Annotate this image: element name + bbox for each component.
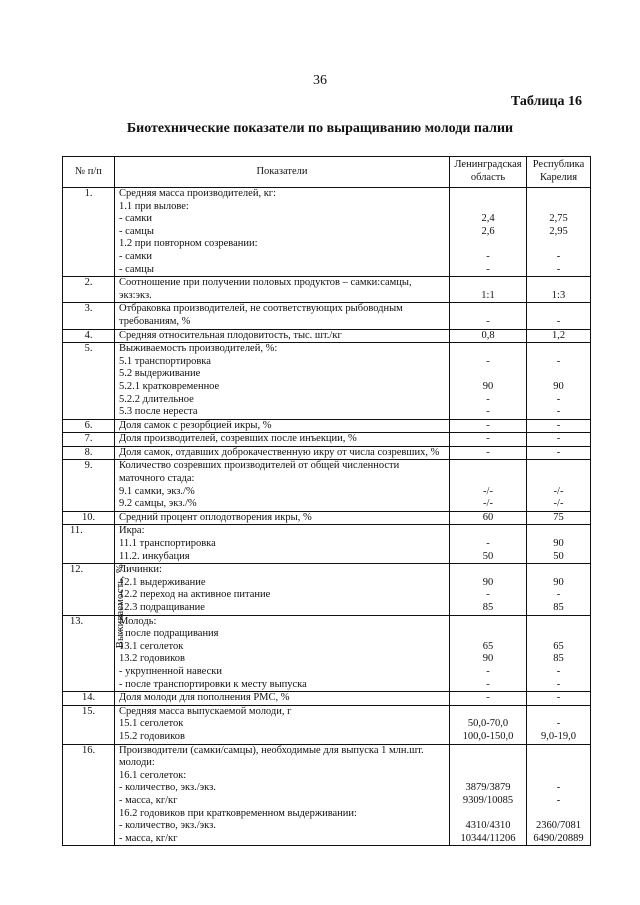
indicator-line: - самки bbox=[119, 213, 152, 225]
value-line bbox=[450, 757, 526, 770]
value-line: 50 bbox=[482, 550, 494, 562]
indicator-cell bbox=[115, 460, 450, 511]
table-caption: Биотехнические показатели по выращиванию молоди палии bbox=[126, 121, 514, 136]
indicator-line: - масса, кг/кг bbox=[119, 832, 178, 844]
value-karelia bbox=[527, 433, 591, 447]
indicator-line: 1.1 при вылове: bbox=[119, 200, 189, 212]
value-line: - bbox=[486, 446, 490, 458]
indicator-line: 5.2.1 кратковременное bbox=[119, 380, 220, 392]
indicator-line: Выживаемость производителей, %: bbox=[119, 343, 278, 355]
indicator-line: Средний процент оплодотворения икры, % bbox=[119, 511, 312, 523]
value-line: 6490/20889 bbox=[533, 832, 584, 844]
indicator-line: - укрупненной навески bbox=[119, 665, 222, 677]
value-line: - bbox=[486, 393, 490, 405]
table-row bbox=[63, 525, 591, 564]
table-row bbox=[63, 615, 591, 692]
value-line: - bbox=[486, 538, 490, 550]
indicator-cell bbox=[115, 692, 450, 706]
indicator-line: Производители (самки/самцы), необходимые для выпуска 1 млн.шт. bbox=[119, 744, 424, 756]
indicator-cell bbox=[115, 343, 450, 420]
value-line: 1:3 bbox=[551, 289, 566, 301]
value-karelia bbox=[527, 343, 591, 420]
indicator-cell bbox=[115, 303, 450, 329]
value-leningrad bbox=[450, 446, 527, 460]
indicator-line: Личинки: bbox=[119, 564, 162, 576]
indicator-line: 9.1 самки, экз./% bbox=[119, 485, 195, 497]
value-line bbox=[527, 201, 590, 214]
indicator-line: - самки bbox=[119, 250, 152, 262]
indicator-cell bbox=[115, 329, 450, 343]
value-line: - bbox=[556, 315, 561, 327]
indicator-line: - после транспортировки к месту выпуска bbox=[119, 678, 307, 690]
value-karelia bbox=[527, 692, 591, 706]
indicator-line: 15.1 сеголеток bbox=[119, 718, 184, 730]
indicator-cell bbox=[115, 511, 450, 525]
row-number: 15. bbox=[63, 705, 115, 744]
value-line: 90 bbox=[482, 380, 494, 392]
value-line bbox=[527, 757, 590, 770]
value-line: 85 bbox=[553, 653, 564, 665]
value-line bbox=[450, 238, 526, 251]
indicator-line: 15.2 годовиков bbox=[119, 730, 185, 742]
indicator-line: молоди: bbox=[119, 757, 155, 769]
indicator-line: Молодь: bbox=[119, 615, 157, 627]
value-line: - bbox=[486, 315, 490, 327]
value-karelia bbox=[527, 511, 591, 525]
value-karelia bbox=[527, 460, 591, 511]
row-number: 10. bbox=[63, 511, 115, 525]
value-line: 1,2 bbox=[551, 329, 566, 341]
value-line: - bbox=[486, 406, 490, 418]
value-line: 90 bbox=[482, 576, 494, 588]
value-line: 60 bbox=[482, 511, 494, 523]
value-leningrad bbox=[450, 277, 527, 303]
table-row bbox=[63, 277, 591, 303]
indicator-line: 16.1 сеголеток: bbox=[119, 769, 187, 781]
indicator-line: - самцы bbox=[119, 263, 154, 275]
value-line: 2,95 bbox=[549, 225, 568, 237]
value-leningrad bbox=[450, 615, 527, 692]
value-line bbox=[527, 564, 590, 577]
value-line: - bbox=[486, 433, 490, 445]
indicator-cell bbox=[115, 705, 450, 744]
value-line: - bbox=[556, 446, 561, 458]
value-line bbox=[527, 188, 590, 201]
indicator-cell bbox=[115, 433, 450, 447]
value-leningrad bbox=[450, 329, 527, 343]
indicator-line: Доля молоди для пополнения РМС, % bbox=[119, 692, 290, 704]
value-line bbox=[450, 473, 526, 486]
value-line: - bbox=[486, 678, 490, 690]
table-number: Таблица 16 bbox=[510, 94, 582, 109]
indicator-cell bbox=[115, 419, 450, 433]
indicator-line: требованиям, % bbox=[119, 315, 191, 327]
table-row bbox=[63, 188, 591, 277]
indicator-line: Доля самок с резорбцией икры, % bbox=[119, 419, 272, 431]
value-line: 2360/7081 bbox=[536, 820, 581, 832]
indicator-line: Икра: bbox=[119, 525, 145, 537]
value-line bbox=[527, 525, 590, 538]
value-line: - bbox=[486, 665, 490, 677]
indicator-cell bbox=[115, 615, 450, 692]
row-number: 6. bbox=[63, 419, 115, 433]
value-line: - bbox=[556, 665, 561, 677]
indicator-line: 13.1 сеголеток bbox=[119, 640, 184, 652]
value-line: 65 bbox=[553, 640, 564, 652]
value-leningrad bbox=[450, 705, 527, 744]
indicator-line: - количество, экз./экз. bbox=[119, 782, 216, 794]
table-row bbox=[63, 705, 591, 744]
value-line: 9309/10085 bbox=[462, 794, 514, 806]
value-leningrad bbox=[450, 564, 527, 615]
value-line: - bbox=[486, 250, 490, 262]
value-line: - bbox=[556, 794, 561, 806]
table-row bbox=[63, 511, 591, 525]
value-line: 1:1 bbox=[481, 289, 495, 301]
value-line: - bbox=[486, 589, 490, 601]
value-line: - bbox=[556, 419, 561, 431]
indicator-line: Доля производителей, созревших после инъекции, % bbox=[119, 433, 357, 445]
value-line: - bbox=[556, 678, 561, 690]
value-line: 3879/3879 bbox=[465, 782, 511, 794]
value-line: 90 bbox=[553, 538, 564, 550]
value-leningrad bbox=[450, 433, 527, 447]
value-line bbox=[527, 343, 590, 356]
value-line bbox=[527, 473, 590, 486]
value-line bbox=[450, 460, 526, 473]
indicator-cell bbox=[115, 744, 450, 846]
value-line bbox=[450, 277, 526, 290]
page-number: 36 bbox=[313, 73, 327, 88]
value-line: 0,8 bbox=[481, 329, 495, 341]
indicator-line: Соотношение при получении половых продуктов – самки:самцы, bbox=[119, 277, 412, 289]
row-number: 1. bbox=[63, 188, 115, 277]
indicator-line: 11.2. инкубация bbox=[119, 550, 190, 562]
value-line bbox=[450, 201, 526, 214]
value-line bbox=[450, 745, 526, 758]
table-header-row bbox=[63, 157, 591, 188]
indicator-line: 12.3 подращивание bbox=[119, 602, 205, 613]
indicator-line: маточного стада: bbox=[119, 473, 195, 485]
row-number: 4. bbox=[63, 329, 115, 343]
indicator-cell bbox=[115, 277, 450, 303]
value-line: -/- bbox=[483, 498, 493, 510]
value-line: -/- bbox=[553, 485, 564, 497]
value-line: - bbox=[556, 263, 561, 275]
row-number: 13. bbox=[63, 615, 115, 692]
survival-vertical-label: Выживаемость, % bbox=[115, 563, 126, 649]
table-row bbox=[63, 446, 591, 460]
indicator-line: - количество, экз./экз. bbox=[119, 820, 216, 832]
indicator-line: 16.2 годовиков при кратковременном выдерживании: bbox=[119, 807, 357, 819]
value-line bbox=[450, 770, 526, 783]
value-line: 90 bbox=[553, 576, 564, 588]
header-karelia: Республика Карелия bbox=[527, 157, 591, 188]
value-karelia bbox=[527, 277, 591, 303]
value-line: 90 bbox=[553, 380, 564, 392]
indicator-line: 1.2 при повторном созревании: bbox=[119, 238, 258, 250]
value-line bbox=[450, 564, 526, 577]
indicator-line: 12.1 выдерживание bbox=[119, 576, 206, 588]
value-line bbox=[527, 628, 590, 641]
table-row bbox=[63, 329, 591, 343]
value-line: - bbox=[556, 355, 561, 367]
value-line bbox=[527, 745, 590, 758]
indicator-line: 11.1 транспортировка bbox=[119, 538, 216, 550]
indicator-line: - самцы bbox=[119, 225, 154, 237]
value-line bbox=[450, 303, 526, 316]
value-line: 50 bbox=[553, 550, 564, 562]
row-number: 12. bbox=[63, 564, 115, 615]
row-number: 9. bbox=[63, 460, 115, 511]
indicator-cell bbox=[115, 188, 450, 277]
row-number: 11. bbox=[63, 525, 115, 564]
indicator-line: Отбраковка производителей, не соответствующих рыбоводным bbox=[119, 303, 403, 315]
value-line bbox=[450, 188, 526, 201]
value-line bbox=[527, 460, 590, 473]
value-line: - bbox=[486, 355, 490, 367]
value-line bbox=[450, 808, 526, 821]
value-line: 10344/11206 bbox=[460, 832, 516, 844]
value-line bbox=[450, 525, 526, 538]
row-number: 7. bbox=[63, 433, 115, 447]
value-leningrad bbox=[450, 188, 527, 277]
indicator-line: - масса, кг/кг bbox=[119, 794, 178, 806]
indicator-line: Средняя масса производителей, кг: bbox=[119, 188, 277, 199]
value-karelia bbox=[527, 329, 591, 343]
value-line: 85 bbox=[553, 602, 564, 613]
value-line: 2,4 bbox=[481, 213, 495, 225]
value-line bbox=[450, 343, 526, 356]
value-leningrad bbox=[450, 419, 527, 433]
indicator-cell bbox=[115, 446, 450, 460]
row-number: 2. bbox=[63, 277, 115, 303]
value-line: -/- bbox=[483, 485, 493, 497]
value-line bbox=[527, 770, 590, 783]
value-line: - bbox=[556, 250, 561, 262]
value-line bbox=[527, 238, 590, 251]
value-line: 85 bbox=[482, 602, 494, 613]
value-line: 75 bbox=[553, 511, 564, 523]
value-line: 9,0-19,0 bbox=[541, 730, 576, 742]
value-line: 90 bbox=[482, 653, 494, 665]
row-number: 5. bbox=[63, 343, 115, 420]
value-line: - bbox=[556, 589, 561, 601]
value-line: - bbox=[556, 718, 561, 730]
row-number: 8. bbox=[63, 446, 115, 460]
value-karelia bbox=[527, 303, 591, 329]
value-leningrad bbox=[450, 511, 527, 525]
value-karelia bbox=[527, 564, 591, 615]
value-line: - bbox=[556, 433, 561, 445]
indicator-line: 9.2 самцы, экз./% bbox=[119, 498, 197, 510]
table-row bbox=[63, 303, 591, 329]
row-number: 14. bbox=[63, 692, 115, 706]
value-line: 100,0-150,0 bbox=[462, 730, 514, 742]
value-leningrad bbox=[450, 460, 527, 511]
value-line bbox=[450, 628, 526, 641]
value-line bbox=[527, 277, 590, 290]
value-line bbox=[527, 616, 590, 629]
value-line: - bbox=[556, 406, 561, 418]
indicator-line: - после подращивания bbox=[119, 628, 219, 640]
value-karelia bbox=[527, 188, 591, 277]
indicator-line: Доля самок, отдавших доброкачественную икру от числа созревших, % bbox=[119, 446, 440, 458]
indicator-line: Количество созревших производителей от общей численности bbox=[119, 460, 400, 472]
value-line: -/- bbox=[553, 498, 564, 510]
table-row bbox=[63, 460, 591, 511]
value-karelia bbox=[527, 615, 591, 692]
indicator-line: 5.2 выдерживание bbox=[119, 368, 201, 380]
indicator-line: Средняя относительная плодовитость, тыс. шт./кг bbox=[119, 329, 342, 341]
value-line: 2,75 bbox=[549, 213, 568, 225]
value-karelia bbox=[527, 525, 591, 564]
indicator-cell bbox=[115, 564, 450, 615]
value-line bbox=[527, 368, 590, 381]
table-row bbox=[63, 692, 591, 706]
biotech-table bbox=[62, 156, 591, 846]
value-line: - bbox=[556, 692, 561, 704]
header-indicator: Показатели bbox=[115, 157, 450, 188]
indicator-line: Средняя масса выпускаемой молоди, г bbox=[119, 705, 292, 717]
value-line: 2,6 bbox=[481, 225, 495, 237]
indicator-line: экз:экз. bbox=[119, 289, 152, 301]
table-row bbox=[63, 419, 591, 433]
table-row bbox=[63, 564, 591, 615]
value-karelia bbox=[527, 705, 591, 744]
value-line: 50,0-70,0 bbox=[467, 718, 509, 730]
value-karelia bbox=[527, 446, 591, 460]
value-line: 65 bbox=[482, 640, 494, 652]
value-line bbox=[527, 303, 590, 316]
value-leningrad bbox=[450, 744, 527, 846]
indicator-line: 12.2 переход на активное питание bbox=[119, 589, 271, 601]
table-row bbox=[63, 744, 591, 846]
value-leningrad bbox=[450, 692, 527, 706]
header-leningrad: Ленинградская область bbox=[450, 157, 527, 188]
indicator-line: 13.2 годовиков bbox=[119, 653, 185, 665]
value-karelia bbox=[527, 744, 591, 846]
value-line bbox=[450, 368, 526, 381]
value-line: - bbox=[556, 393, 561, 405]
value-line: 4310/4310 bbox=[465, 820, 511, 832]
value-line bbox=[450, 706, 526, 719]
value-line: - bbox=[486, 692, 490, 704]
value-leningrad bbox=[450, 303, 527, 329]
value-line bbox=[527, 706, 590, 719]
indicator-line: 5.2.2 длительное bbox=[119, 393, 194, 405]
value-line bbox=[527, 808, 590, 821]
value-line: - bbox=[486, 419, 490, 431]
row-number: 16. bbox=[63, 744, 115, 846]
table-row bbox=[63, 433, 591, 447]
value-line: - bbox=[556, 782, 561, 794]
value-line bbox=[450, 616, 526, 629]
indicator-line: 5.1 транспортировка bbox=[119, 355, 211, 367]
indicator-cell bbox=[115, 525, 450, 564]
table-row bbox=[63, 343, 591, 420]
indicator-line: 5.3 после нереста bbox=[119, 406, 198, 418]
value-karelia bbox=[527, 419, 591, 433]
header-no: № п/п bbox=[63, 157, 115, 188]
row-number: 3. bbox=[63, 303, 115, 329]
value-leningrad bbox=[450, 525, 527, 564]
value-leningrad bbox=[450, 343, 527, 420]
value-line: - bbox=[486, 263, 490, 275]
